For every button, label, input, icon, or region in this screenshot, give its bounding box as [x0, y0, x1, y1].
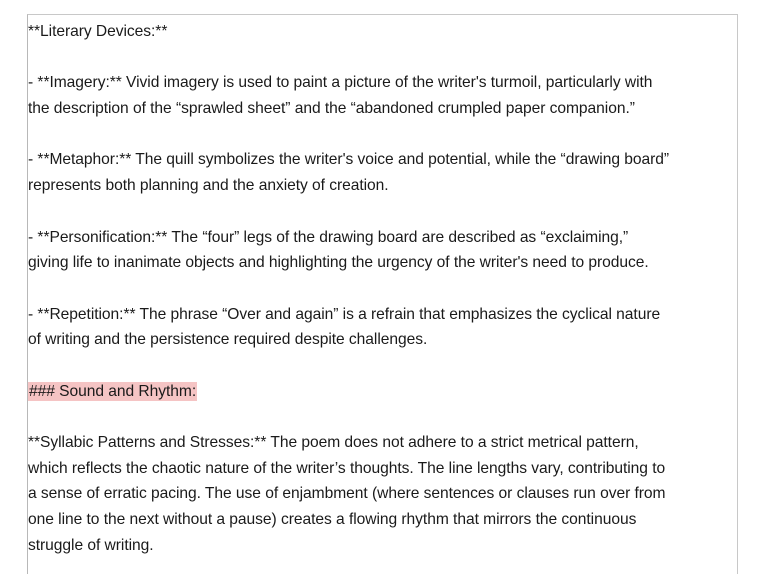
blank-line	[28, 45, 736, 71]
blank-line	[28, 353, 736, 379]
paragraph-line: a sense of erratic pacing. The use of enjambment (where sentences or clauses run over from	[28, 485, 666, 503]
paragraph-line: giving life to inanimate objects and highlighting the urgency of the writer's need to produce.	[28, 254, 649, 272]
blank-line	[28, 122, 736, 148]
paragraph-line: the description of the “sprawled sheet” and the “abandoned crumpled paper companion.”	[28, 100, 635, 118]
paragraph-line: which reflects the chaotic nature of the writer’s thoughts. The line lengths vary, contributing to	[28, 459, 666, 477]
paragraph-line: struggle of writing.	[28, 536, 154, 554]
paragraph-line: **Syllabic Patterns and Stresses:** The poem does not adhere to a strict metrical pattern,	[28, 434, 639, 451]
blank-line	[28, 199, 736, 225]
paragraph-line: of writing and the persistence required despite challenges.	[28, 331, 428, 349]
sound-rhythm-heading-line	[28, 379, 736, 405]
blank-line	[28, 404, 736, 430]
paragraph-line: - **Personification:** The “four” legs of the drawing board are described as “exclaiming,”	[28, 228, 629, 246]
document-body	[28, 19, 736, 558]
blank-line	[28, 276, 736, 302]
paragraph-line: - **Metaphor:** The quill symbolizes the writer's voice and potential, while the “drawing board”	[28, 151, 670, 169]
paragraph-line: one line to the next without a pause) creates a flowing rhythm that mirrors the continuous	[28, 511, 637, 529]
metaphor-paragraph	[28, 147, 736, 198]
personification-paragraph	[28, 225, 736, 276]
sound-rhythm-heading: ### Sound and Rhythm:	[29, 382, 197, 400]
paragraph-line: represents both planning and the anxiety of creation.	[28, 177, 389, 195]
literary-devices-heading: **Literary Devices:**	[28, 23, 168, 40]
imagery-paragraph	[28, 70, 736, 121]
paragraph-line: - **Repetition:** The phrase “Over and again” is a refrain that emphasizes the cyclical nature	[28, 305, 661, 323]
syllabic-paragraph	[28, 430, 736, 558]
repetition-paragraph	[28, 302, 736, 353]
paragraph-line: - **Imagery:** Vivid imagery is used to paint a picture of the writer's turmoil, particularly with	[28, 74, 653, 92]
